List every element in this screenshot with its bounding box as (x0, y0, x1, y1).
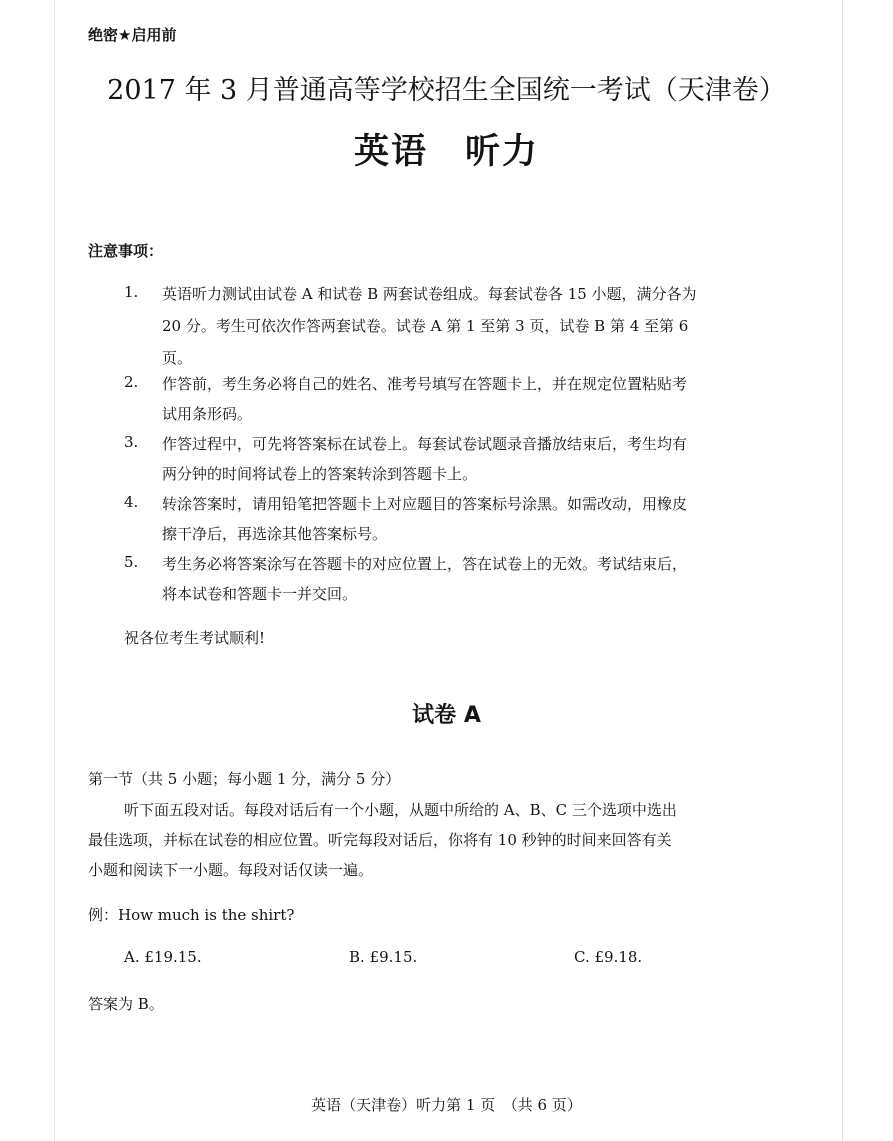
example-question: 例：How much is the shirt? (88, 906, 295, 924)
notice-item-line: 作答过程中，可先将答案标在试卷上。每套试卷试题录音播放结束后，考生均有 (162, 435, 688, 453)
notice-item-line: 转涂答案时，请用铅笔把答题卡上对应题目的答案标号涂黑。如需改动，用橡皮 (162, 495, 688, 513)
secret-mark: 绝密★启用前 (88, 26, 177, 44)
example-option-a: A. £19.15. (124, 948, 202, 966)
notice-item-line: 擦干净后，再选涂其他答案标号。 (162, 525, 388, 543)
notice-heading: 注意事项： (88, 242, 164, 260)
notice-item-number: 3. (124, 433, 139, 451)
notice-item-line: 英语听力测试由试卷 A 和试卷 B 两套试卷组成。每套试卷各 15 小题，满分各为 (162, 285, 697, 303)
example-option-c: C. £9.18. (574, 948, 643, 966)
notice-item-line: 考生务必将答案涂写在答题卡的对应位置上，答在试卷上的无效。考试结束后， (162, 555, 688, 573)
closing-wish: 祝各位考生考试顺利! (124, 629, 266, 647)
exam-title: 2017 年 3 月普通高等学校招生全国统一考试（天津卷） (107, 75, 786, 106)
notice-item-number: 2. (124, 373, 139, 391)
notice-item-line: 页。 (162, 349, 193, 367)
instruction-line: 小题和阅读下一小题。每段对话仅读一遍。 (88, 861, 374, 879)
instruction-line: 最佳选项，并标在试卷的相应位置。听完每段对话后，你将有 10 秒钟的时间来回答有关 (88, 831, 672, 849)
notice-item-line: 作答前，考生务必将自己的姓名、准考号填写在答题卡上，并在规定位置粘贴考 (162, 375, 688, 393)
notice-item-number: 5. (124, 553, 139, 571)
notice-item-line: 试用条形码。 (162, 405, 253, 423)
paper-title: 试卷 A (412, 703, 481, 728)
notice-item-number: 4. (124, 493, 139, 511)
instruction-line: 听下面五段对话。每段对话后有一个小题，从题中所给的 A、B、C 三个选项中选出 (124, 801, 677, 819)
example-option-b: B. £9.15. (349, 948, 418, 966)
page-footer: 英语（天津卷）听力第 1 页 （共 6 页） (311, 1096, 582, 1114)
notice-item-line: 将本试卷和答题卡一并交回。 (162, 585, 358, 603)
notice-item-line: 20 分。考生可依次作答两套试卷。试卷 A 第 1 至第 3 页，试卷 B 第 4 至第 6 (162, 317, 689, 335)
section-heading: 第一节（共 5 小题；每小题 1 分，满分 5 分） (88, 770, 401, 788)
example-answer: 答案为 B。 (88, 995, 164, 1013)
subject-title: 英语 听力 (353, 132, 539, 172)
notice-item-line: 两分钟的时间将试卷上的答案转涂到答题卡上。 (162, 465, 478, 483)
notice-item-number: 1. (124, 283, 139, 301)
